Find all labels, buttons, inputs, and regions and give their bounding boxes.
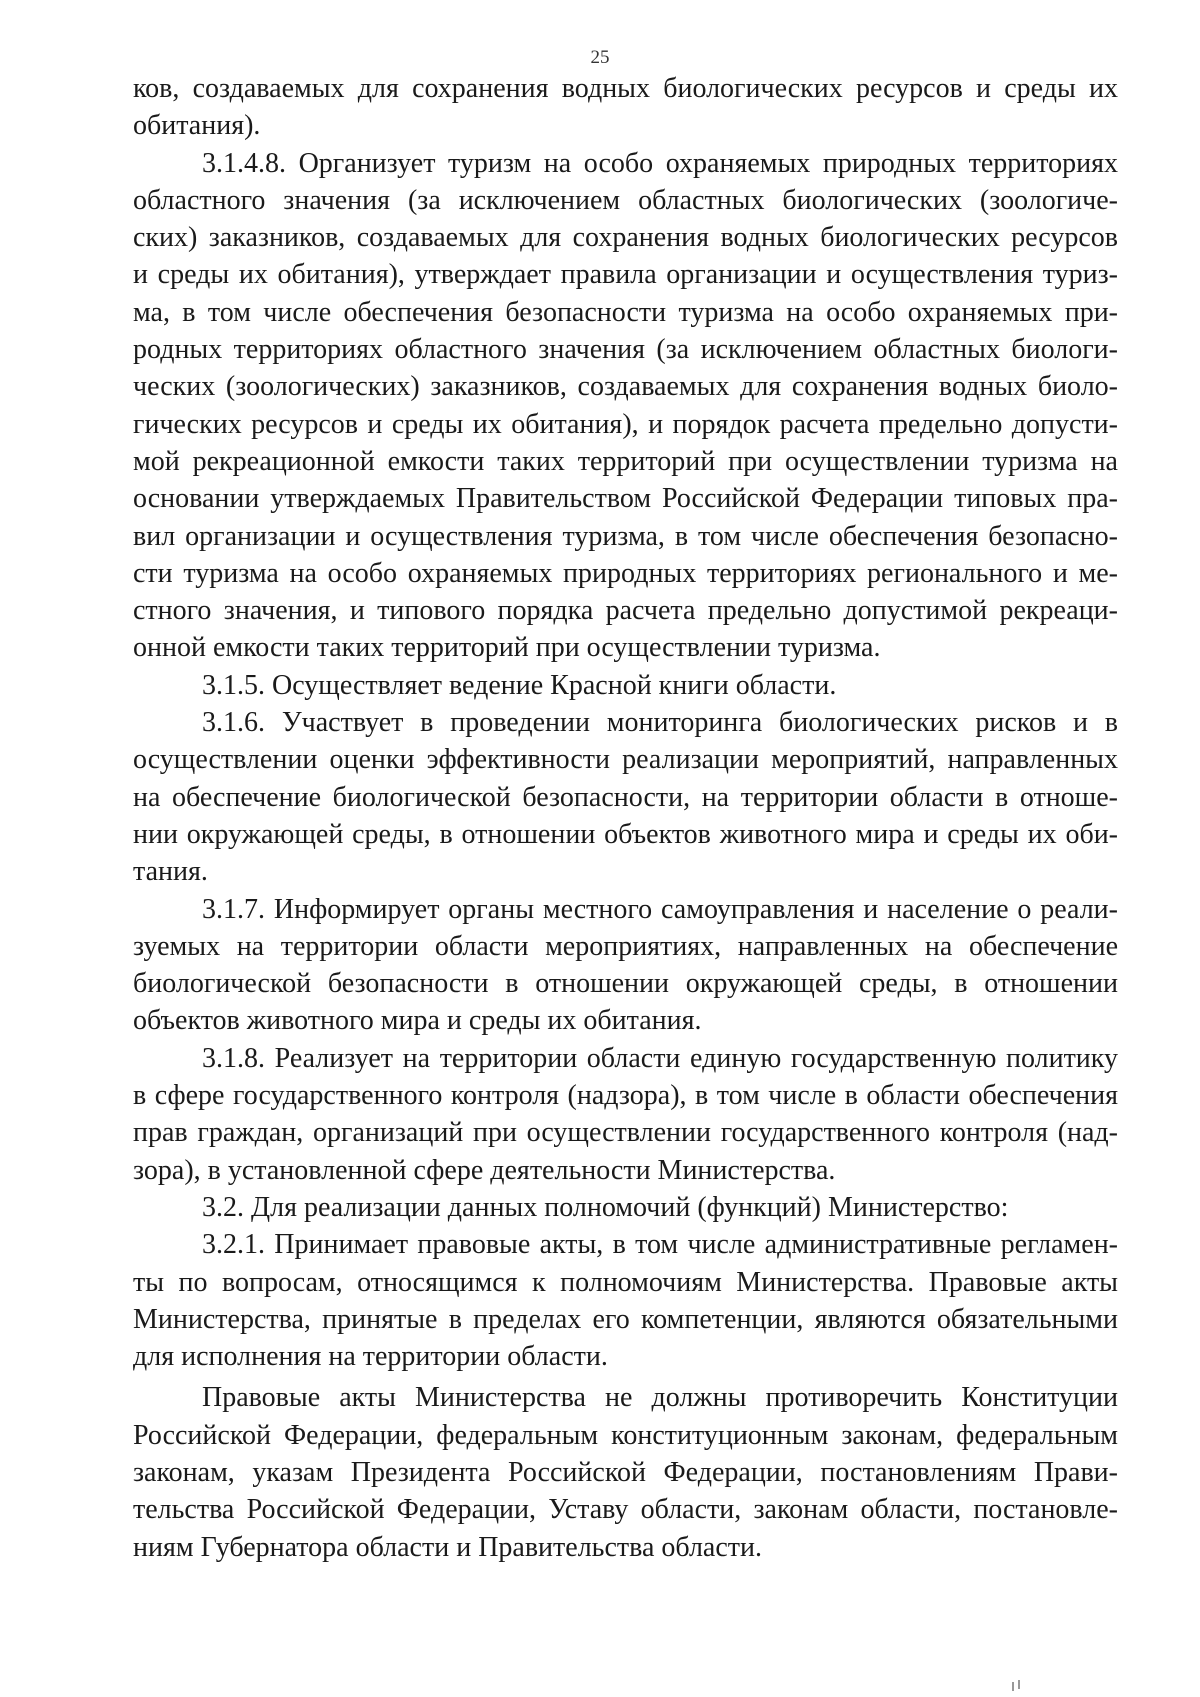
paragraph-p-3-1-6 [133, 704, 1118, 890]
paragraph-p-3-1-5 [133, 667, 1118, 704]
text-line: 3.2. Для реализации данных полномочий (функций) Министерство: [202, 1191, 1009, 1223]
scan-artifact [1018, 1680, 1020, 1689]
paragraph-p-3-2-1 [133, 1226, 1118, 1375]
text-line: ских) заказников, создаваемых для сохранения водных биологических ресурсов [133, 222, 1118, 254]
text-line: 3.2.1. Принимает правовые акты, в том числе административные регламен- [202, 1229, 1118, 1261]
text-line: родных территориях областного значения (за исключением областных биологи- [133, 334, 1118, 366]
text-line: вил организации и осуществления туризма, в том числе обеспечения безопасно- [133, 520, 1118, 552]
text-line: нии окружающей среды, в отношении объектов животного мира и среды их оби- [133, 818, 1118, 850]
text-line: тельства Российской Федерации, Уставу области, законам области, постановле- [133, 1494, 1118, 1526]
paragraph-p-3-2 [133, 1189, 1118, 1226]
paragraph-p-3-1-4-8 [133, 145, 1118, 667]
text-line: объектов животного мира и среды их обитания. [133, 1005, 702, 1037]
text-line: областного значения (за исключением областных биологических (зоологиче- [133, 184, 1118, 216]
paragraph-continuation [133, 70, 1118, 145]
text-line: основании утверждаемых Правительством Российской Федерации типовых пра- [133, 483, 1118, 515]
text-line: ниям Губернатора области и Правительства области. [133, 1531, 762, 1563]
text-line: тания. [133, 856, 208, 888]
text-line: биологической безопасности в отношении окружающей среды, в отношении [133, 968, 1118, 1000]
text-line: онной емкости таких территорий при осуществлении туризма. [133, 632, 881, 664]
text-line: и среды их обитания), утверждает правила организации и осуществления туриз- [133, 259, 1118, 291]
text-line: сти туризма на особо охраняемых природных территориях регионального и ме- [133, 557, 1118, 589]
text-line: 3.1.7. Информирует органы местного самоуправления и население о реали- [202, 893, 1118, 925]
text-line: ты по вопросам, относящимся к полномочиям Министерства. Правовые акты [133, 1266, 1118, 1298]
text-line: зуемых на территории области мероприятиях, направленных на обеспечение [133, 930, 1118, 962]
text-line: мой рекреационной емкости таких территорий при осуществлении туризма на [133, 445, 1118, 477]
text-line: 3.1.4.8. Организует туризм на особо охраняемых природных территориях [202, 147, 1118, 179]
text-line: осуществлении оценки эффективности реализации мероприятий, направленных [133, 744, 1118, 776]
text-line: на обеспечение биологической безопасности, на территории области в отноше- [133, 781, 1118, 813]
paragraph-p-3-1-7 [133, 891, 1118, 1040]
text-line: прав граждан, организаций при осуществлении государственного контроля (над- [133, 1117, 1118, 1149]
text-line: Министерства, принятые в пределах его компетенции, являются обязательными [133, 1303, 1118, 1335]
paragraph-p-3-1-8 [133, 1040, 1118, 1189]
text-line: для исполнения на территории области. [133, 1341, 608, 1373]
text-line: Российской Федерации, федеральным конституционным законам, федеральным [133, 1419, 1118, 1451]
text-line: ческих (зоологических) заказников, создаваемых для сохранения водных биоло- [133, 371, 1118, 403]
page-number: 25 [590, 47, 610, 68]
text-line: гических ресурсов и среды их обитания), и порядок расчета предельно допусти- [133, 408, 1118, 440]
text-line: ков, создаваемых для сохранения водных биологических ресурсов и среды их [133, 73, 1118, 104]
text-line: Правовые акты Министерства не должны противоречить Конституции [202, 1382, 1118, 1414]
text-line: в сфере государственного контроля (надзора), в том числе в области обеспечения [133, 1080, 1118, 1112]
text-line: ма, в том числе обеспечения безопасности туризма на особо охраняемых при- [133, 296, 1118, 328]
document-body [133, 70, 1118, 1566]
text-line: стного значения, и типового порядка расчета предельно допустимой рекреаци- [133, 595, 1118, 627]
text-line: 3.1.8. Реализует на территории области единую государственную политику [202, 1042, 1118, 1074]
text-line: законам, указам Президента Российской Федерации, постановлениям Прави- [133, 1456, 1118, 1488]
scan-artifact [1012, 1682, 1014, 1691]
text-line: 3.1.6. Участвует в проведении мониторинга биологических рисков и в [202, 707, 1118, 739]
text-line: обитания). [133, 110, 261, 142]
text-line: 3.1.5. Осуществляет ведение Красной книги области. [202, 669, 837, 701]
text-line: зора), в установленной сфере деятельности Министерства. [133, 1154, 836, 1186]
paragraph-p-legal-acts [133, 1379, 1118, 1565]
